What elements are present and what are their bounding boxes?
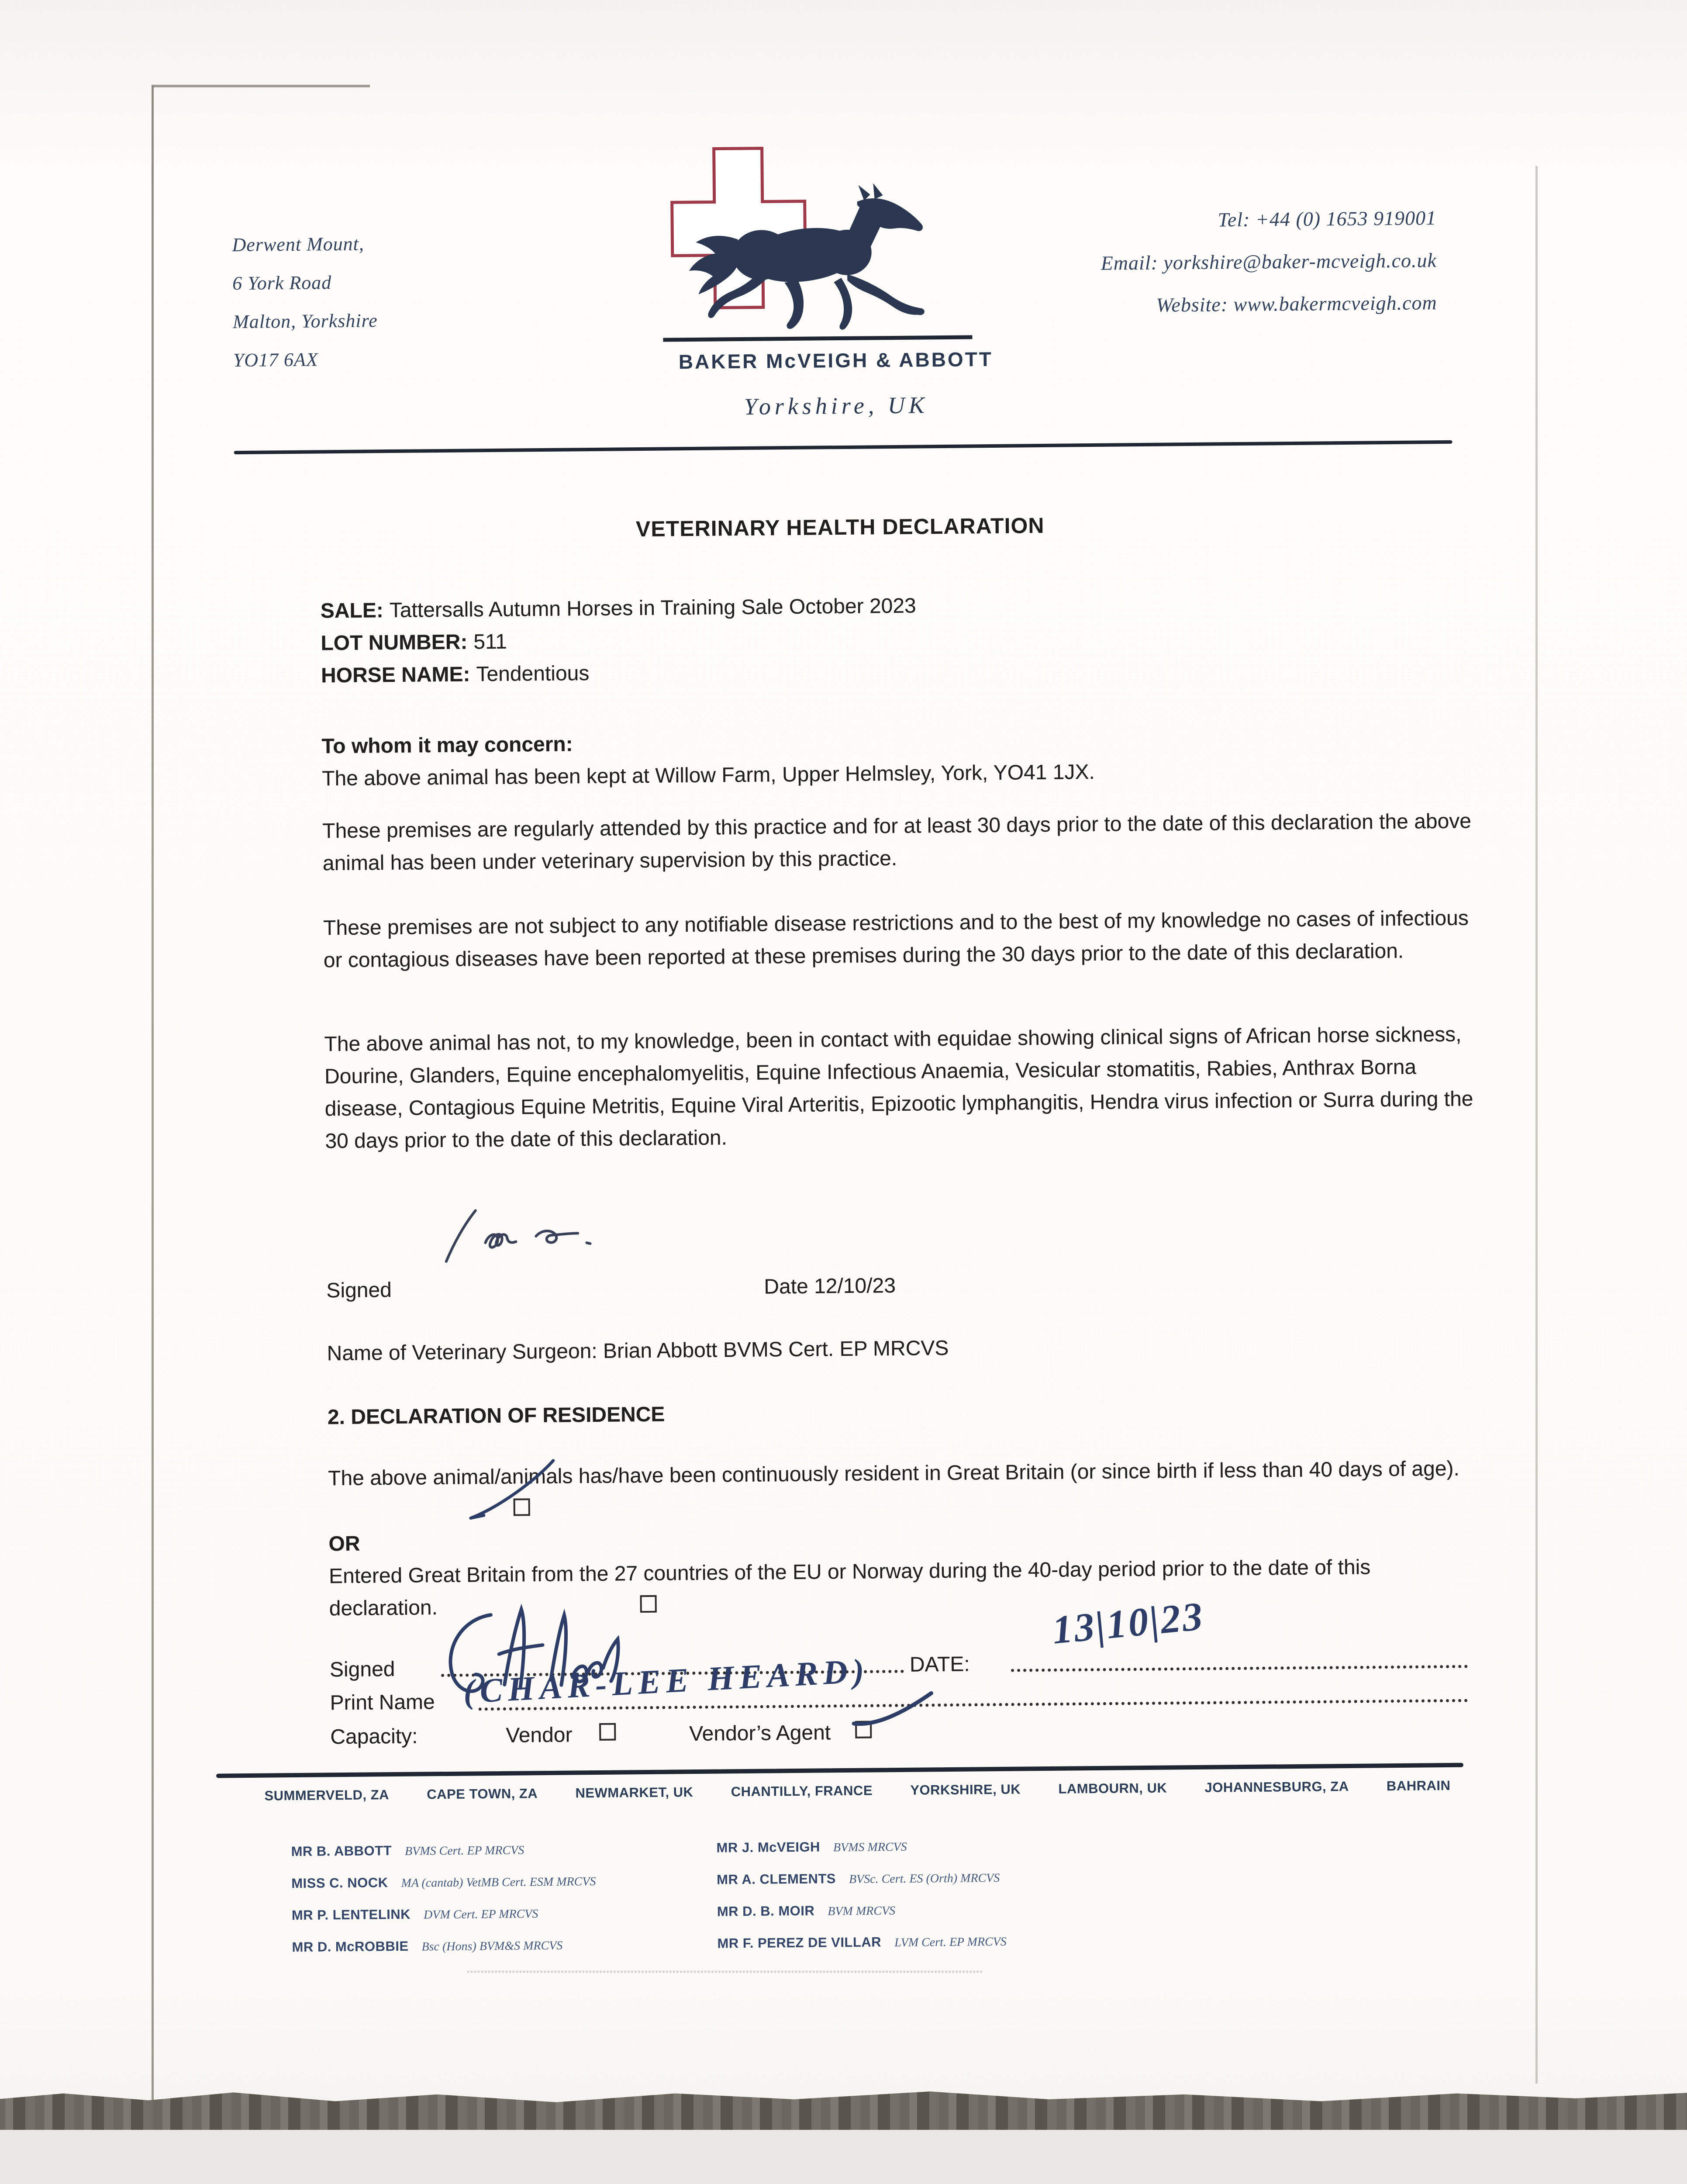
footer-location: YORKSHIRE, UK xyxy=(910,1781,1021,1798)
vet-name: MR J. McVEIGH xyxy=(716,1839,821,1856)
letterhead-divider xyxy=(234,440,1452,454)
vet-entry xyxy=(717,1868,1136,1904)
vet-qualifications: BVMS Cert. EP MRCVS xyxy=(404,1843,524,1858)
document-title: VETERINARY HEALTH DECLARATION xyxy=(635,513,1045,542)
disease-restrictions-paragraph: These premises are not subject to any notifiable disease restrictions and to the best of my knowledge no cases of infectious or contagious diseases have been reported at these premises during the 30 days prior to the date of this declaration. xyxy=(323,906,1469,972)
sale-info-block xyxy=(321,585,1474,692)
print-name-label: Print Name xyxy=(330,1690,435,1715)
vet-name: MISS C. NOCK xyxy=(291,1875,388,1891)
residence-option1-text: The above animal/animals has/have been continuously resident in Great Britain (or since birth if less than 40 days of age). xyxy=(328,1457,1460,1490)
date-line: Date 12/10/23 xyxy=(764,1274,896,1299)
kept-at-paragraph: The above animal has been kept at Willow Farm, Upper Helmsley, York, YO41 1JX. xyxy=(321,760,1095,791)
footer-locations xyxy=(264,1778,1450,1804)
vet-name: MR F. PEREZ DE VILLAR xyxy=(717,1934,882,1951)
vet-list-right xyxy=(716,1836,1137,1967)
lot-number-value: 511 xyxy=(473,630,507,654)
horse-name-label: HORSE NAME: xyxy=(321,663,470,688)
residence-option2-checkbox xyxy=(640,1595,657,1613)
date-dotted-line xyxy=(1011,1665,1468,1672)
vet-name: MR B. ABBOTT xyxy=(291,1843,392,1859)
vet-entry xyxy=(292,1936,711,1971)
contact-tel: Tel: +44 (0) 1653 919001 xyxy=(1218,207,1437,231)
footer-location: CAPE TOWN, ZA xyxy=(427,1786,538,1802)
vendor-checkbox xyxy=(599,1723,616,1741)
signed-label: Signed xyxy=(326,1279,392,1303)
contact-email: Email: yorkshire@baker-mcveigh.co.uk xyxy=(1101,249,1437,274)
vet-signature-scribble xyxy=(433,1207,608,1269)
date-handwriting: 13|10|23 xyxy=(1050,1593,1206,1652)
footer-divider xyxy=(216,1763,1463,1778)
footer-location: CHANTILLY, FRANCE xyxy=(731,1783,873,1800)
horse-name-value: Tendentious xyxy=(476,662,590,686)
practice-name: BAKER McVEIGH & ABBOTT xyxy=(678,347,994,373)
capacity-label: Capacity: xyxy=(330,1724,418,1749)
vet-name: MR P. LENTELINK xyxy=(291,1906,411,1923)
vet-name-line: Name of Veterinary Surgeon: Brian Abbott BVMS Cert. EP MRCVS xyxy=(327,1336,949,1365)
vendor-label: Vendor xyxy=(506,1723,573,1747)
address-line: 6 York Road xyxy=(232,272,332,294)
practice-location: Yorkshire, UK xyxy=(744,392,929,420)
footer-location: SUMMERVELD, ZA xyxy=(264,1787,390,1804)
footer-location: JOHANNESBURG, ZA xyxy=(1204,1778,1349,1795)
footer-location: BAHRAIN xyxy=(1386,1777,1451,1794)
vet-entry xyxy=(717,1932,1137,1967)
address-line: Malton, Yorkshire xyxy=(232,310,378,333)
footer-location: LAMBOURN, UK xyxy=(1058,1780,1167,1797)
medical-cross-icon xyxy=(672,148,806,308)
vet-qualifications: MA (cantab) VetMB Cert. ESM MRCVS xyxy=(401,1875,596,1890)
residence-date-label: DATE: xyxy=(909,1652,970,1676)
vet-entry xyxy=(717,1900,1137,1935)
vendors-agent-tick xyxy=(847,1689,939,1733)
vet-name: MR D. B. MOIR xyxy=(717,1903,815,1919)
vet-entry xyxy=(716,1836,1136,1872)
vet-qualifications: LVM Cert. EP MRCVS xyxy=(894,1935,1007,1950)
lot-number-label: LOT NUMBER: xyxy=(321,630,468,655)
vet-qualifications: BVMS MRCVS xyxy=(833,1840,907,1855)
residence-heading: 2. DECLARATION OF RESIDENCE xyxy=(327,1403,665,1429)
vet-qualifications: Bsc (Hons) BVM&S MRCVS xyxy=(421,1939,563,1954)
residence-signed-label: Signed xyxy=(329,1658,395,1682)
vendors-agent-label: Vendor’s Agent xyxy=(689,1721,831,1746)
sale-label: SALE: xyxy=(320,599,384,623)
vet-qualifications: BVSc. Cert. ES (Orth) MRCVS xyxy=(849,1871,1000,1886)
contact-equidae-paragraph: The above animal has not, to my knowledge, been in contact with equidae showing clinical signs of African horse sickness, Dourine, Glanders, Equine encephalomyelitis, Equine Infectious Anaemia, Vesicular stomatitis, Rabies, Anthrax Borna disease, Contagious Equine Metritis, Equine Viral Arteritis, Epizootic lymphangitis, Hendra virus infection or Surra during the 30 days prior to the date of this declaration. xyxy=(324,1023,1473,1153)
vet-qualifications: BVM MRCVS xyxy=(828,1904,896,1918)
vet-name: MR A. CLEMENTS xyxy=(717,1871,836,1887)
address-line: Derwent Mount, xyxy=(232,233,365,256)
vet-list-left xyxy=(291,1840,711,1971)
vet-entry xyxy=(291,1840,711,1876)
or-label: OR xyxy=(328,1532,360,1556)
footer-location: NEWMARKET, UK xyxy=(575,1784,693,1801)
salutation: To whom it may concern: xyxy=(321,733,573,758)
residence-option2-text: Entered Great Britain from the 27 countries of the EU or Norway during the 40-day period prior to the date of this declaration. xyxy=(328,1555,1371,1621)
residence-option1-tick-stroke xyxy=(446,1457,560,1528)
letterhead-address xyxy=(232,225,378,380)
practice-logo xyxy=(659,143,976,351)
logo-underline xyxy=(663,335,972,342)
letterhead-contact xyxy=(1100,197,1437,327)
vet-qualifications: DVM Cert. EP MRCVS xyxy=(423,1907,538,1922)
print-name-handwriting: (CHAR-LEE HEARD) xyxy=(462,1651,870,1711)
vet-entry xyxy=(292,1904,711,1939)
contact-website: Website: www.bakermcveigh.com xyxy=(1156,291,1437,316)
address-line: YO17 6AX xyxy=(233,349,319,371)
vet-name: MR D. McROBBIE xyxy=(292,1938,409,1955)
vet-entry xyxy=(291,1872,711,1908)
sale-value: Tattersalls Autumn Horses in Training Sale October 2023 xyxy=(389,594,916,622)
premises-attended-paragraph: These premises are regularly attended by this practice and for at least 30 days prior to the date of this declaration the above animal has been under veterinary supervision by this practice. xyxy=(322,809,1472,875)
